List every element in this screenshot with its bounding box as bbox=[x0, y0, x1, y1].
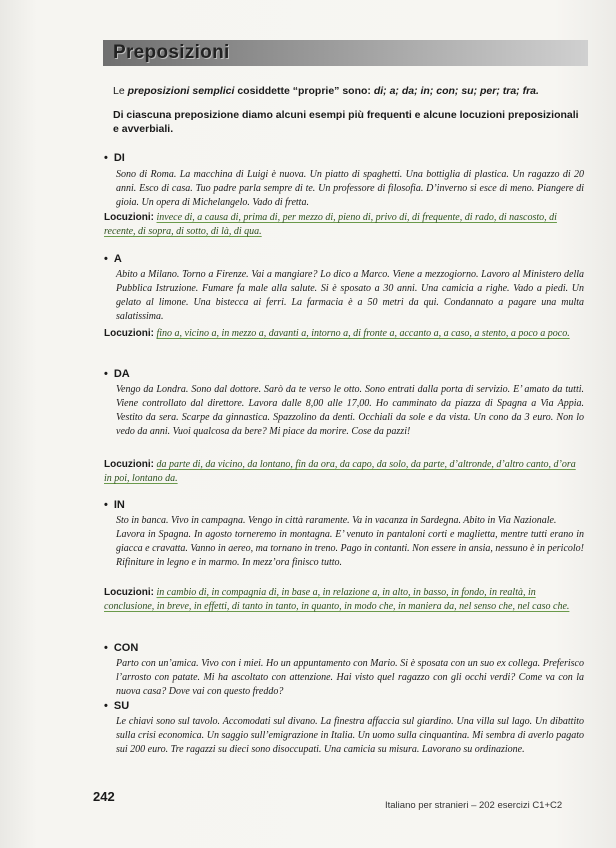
examples-in bbox=[116, 514, 584, 570]
section-heading-con bbox=[104, 642, 138, 654]
intro-line bbox=[113, 84, 583, 98]
locuzioni-label: Locuzioni: bbox=[104, 459, 154, 470]
bullet-icon: • bbox=[104, 499, 108, 511]
book-title: Italiano per stranieri – 202 esercizi C1+C2 bbox=[385, 800, 563, 811]
section-heading-da bbox=[104, 368, 130, 380]
heading-text: DI bbox=[113, 152, 125, 164]
examples-a bbox=[116, 268, 584, 324]
heading-text: A bbox=[113, 253, 122, 265]
section-heading-di bbox=[104, 152, 125, 164]
examples-con bbox=[116, 657, 584, 699]
examples-text-2: Lavora in Spagna. In agosto torneremo in montagna. E’ venuto in pantaloni corti e maglietta, mentre tutti erano in giacca e cravatta. Vanno in aereo, ma tornano in treno. Pago in contanti. Non essere in ansia, nessuno è in pericolo! Rifiniture in legno e in marmo. In mezz’ora finisco tutto. bbox=[116, 529, 584, 568]
locuzioni-text: in cambio di, in compagnia di, in base a, in relazione a, in alto, in basso, in fondo, in realtà, in conclusione, in breve, in effetti, di tanto in tanto, in quanto, in modo che, in maniera da, nel senso che, nel caso che. bbox=[104, 587, 570, 612]
heading-text: CON bbox=[113, 642, 139, 654]
bullet-icon: • bbox=[104, 700, 108, 712]
section-heading-a bbox=[104, 253, 122, 265]
examples-text: Sono di Roma. La macchina di Luigi è nuova. Un piatto di spaghetti. Una bottiglia di plastica. Un ragazzo di 20 anni. Esco di casa. Tuo padre parla sempre di te. Un professore di filosofia. D’inverno si esce di meno. Piangere di gioia. Un opera di Michelangelo. Vado di fretta. bbox=[116, 169, 584, 208]
page-title: Preposizioni bbox=[113, 42, 230, 63]
examples-text: Vengo da Londra. Sono dal dottore. Sarò da te verso le otto. Sono entrati dalla porta di servizio. E’ amato da tutti. Viene controllato dal direttore. Lavora dalle 8,00 alle 17,00. Ho camminato da piazza di Spagna a Via Appia. Vestito da sera. Scarpe da ginnastica. Spazzolino da denti. Occhiali da sole e da vista. Un cono da 3 euro. Non lo vedo da anni. Vuoi qualcosa da bere? Mi piace da morire. Cose da pazzi! bbox=[116, 384, 584, 437]
bullet-icon: • bbox=[104, 368, 108, 380]
intro-emphasis: preposizioni semplici bbox=[127, 85, 235, 97]
bullet-icon: • bbox=[104, 642, 108, 654]
bullet-icon: • bbox=[104, 152, 108, 164]
intro-paragraph: Di ciascuna preposizione diamo alcuni esempi più frequenti e alcune locuzioni preposizionali e avverbiali. bbox=[113, 109, 579, 135]
heading-text: IN bbox=[113, 499, 125, 511]
examples-di bbox=[116, 168, 584, 210]
examples-text-1: Sto in banca. Vivo in campagna. Vengo in città raramente. Va in vacanza in Sardegna. Abito in Via Nazionale. bbox=[116, 515, 557, 526]
locuzioni-label: Locuzioni: bbox=[104, 587, 154, 598]
locuzioni-a bbox=[104, 327, 584, 341]
intro-middle: cosiddette “proprie” sono: bbox=[237, 85, 371, 97]
section-heading-su bbox=[104, 700, 129, 712]
locuzioni-text: invece di, a causa di, prima di, per mezzo di, pieno di, privo di, di frequente, di rado, di nascosto, di recente, di sopra, di sotto, di là, di qua. bbox=[104, 212, 557, 237]
examples-text: Le chiavi sono sul tavolo. Accomodati sul divano. La finestra affaccia sul giardino. Una villa sul lago. Un dibattito sulla crisi economica. Un saggio sull’emigrazione in Italia. Un uomo sulla cinquantina. Mi sembra di averlo pagato sui 200 euro. Tre ragazzi su dieci sono disoccupati. Una camicia su misura. Lavorano su ordinazione. bbox=[116, 716, 584, 755]
title-banner bbox=[103, 40, 588, 66]
bullet-icon: • bbox=[104, 253, 108, 265]
heading-text: SU bbox=[113, 700, 130, 712]
locuzioni-text: fino a, vicino a, in mezzo a, davanti a, intorno a, di fronte a, accanto a, a caso, a stento, a poco a poco. bbox=[156, 328, 570, 339]
section-heading-in bbox=[104, 499, 125, 511]
intro-list: di; a; da; in; con; su; per; tra; fra. bbox=[373, 85, 539, 97]
locuzioni-text: da parte di, da vicino, da lontano, fin da ora, da capo, da solo, da parte, d’altronde, d’altro canto, d’ora in poi, lontano da. bbox=[104, 459, 576, 484]
locuzioni-label: Locuzioni: bbox=[104, 328, 154, 339]
intro-prefix: Le bbox=[113, 85, 125, 97]
locuzioni-di bbox=[104, 211, 584, 239]
locuzioni-in bbox=[104, 586, 584, 614]
examples-da bbox=[116, 383, 584, 439]
locuzioni-label: Locuzioni: bbox=[104, 212, 154, 223]
examples-su bbox=[116, 715, 584, 757]
locuzioni-da bbox=[104, 458, 584, 486]
heading-text: DA bbox=[113, 368, 130, 380]
examples-text: Abito a Milano. Torno a Firenze. Vai a mangiare? Lo dico a Marco. Viene a mezzogiorno. Lavoro al Ministero della Pubblica Istruzione. Fumare fa male alla salute. Si è sposato a 30 anni. Una camicia a righe. Vado a piedi. Un gelato al limone. Una bistecca ai ferri. La farmacia è a 50 metri da qui. Condannato a pagare una multa salatissima. bbox=[116, 269, 584, 322]
examples-text: Parto con un’amica. Vivo con i miei. Ho un appuntamento con Mario. Si è sposata con un suo ex collega. Preferisco l’arrosto con patate. Mi ha ascoltato con attenzione. Hai visto quel ragazzo con gli occhi verdi? Come va con la nuova casa? Dove vai con questo freddo? bbox=[116, 658, 584, 697]
page-number: 242 bbox=[93, 789, 115, 804]
